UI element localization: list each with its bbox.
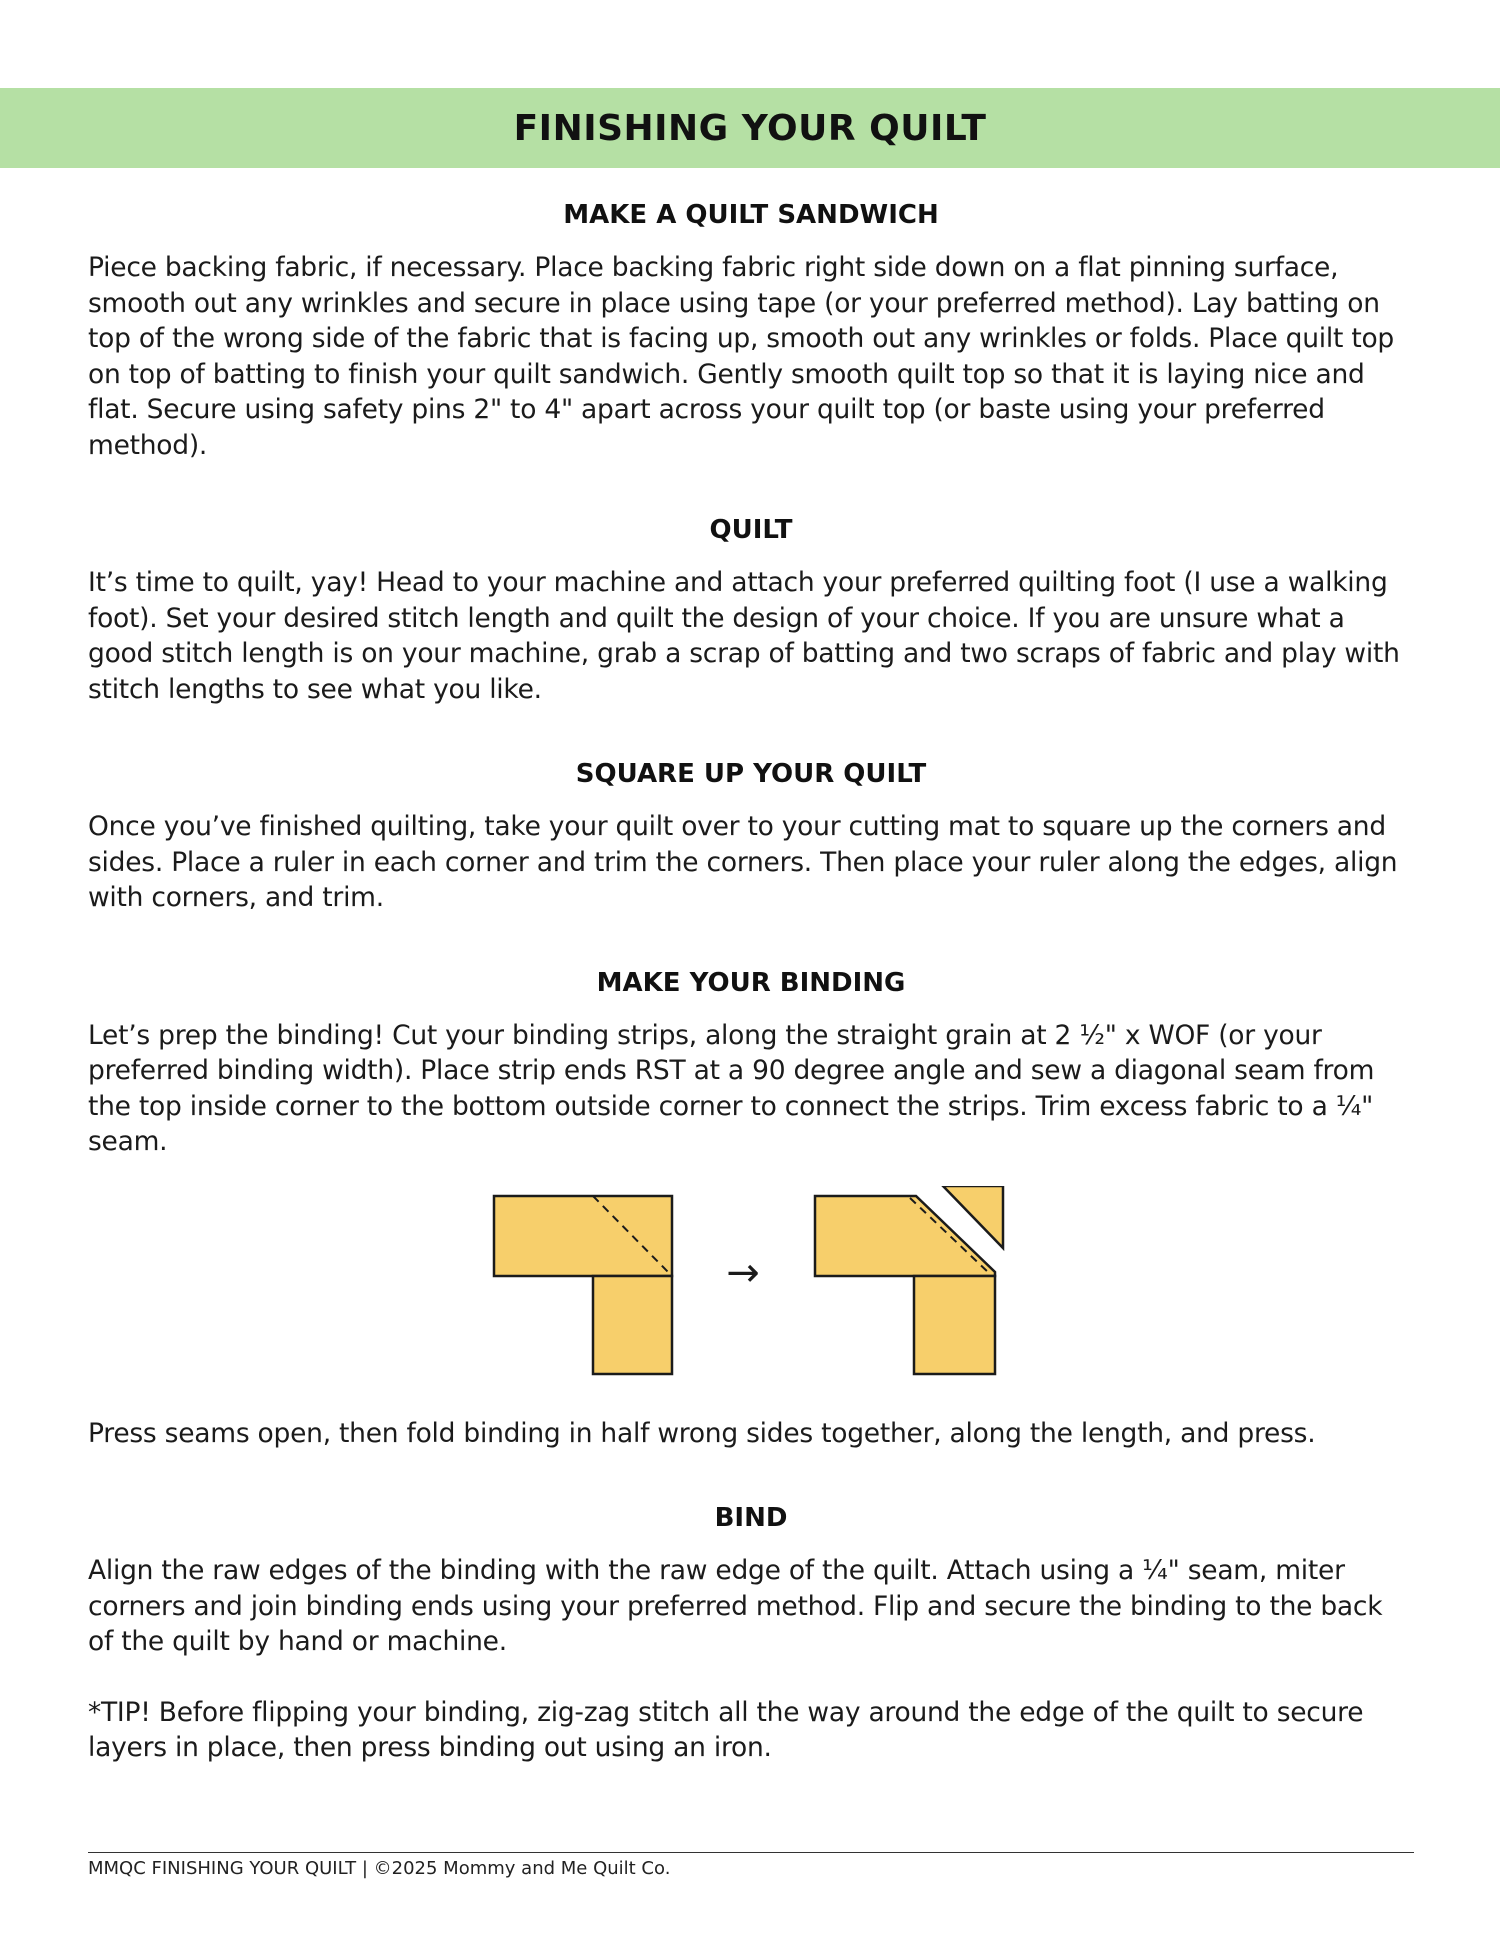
binding-after-trim <box>815 1186 1003 1374</box>
section-paragraph: Align the raw edges of the binding with the raw edge of the quilt. Attach using a ¼" seam, miter corners and join binding ends using your preferred method. Flip and secure the binding to the back of the quilt by hand or machine. <box>88 1555 1383 1657</box>
binding-seam-diagram <box>88 1186 1414 1386</box>
section-paragraph: Piece backing fabric, if necessary. Place backing fabric right side down on a flat pinning surface, smooth out any wrinkles and secure in place using tape (or your preferred method). Lay batting on top of the wrong side of the fabric that is facing up, smooth out any wrinkles or folds. Place quilt top on top of batting to finish your quilt sandwich. Gently smooth quilt top so that it is laying nice and flat. Secure using safety pins 2" to 4" apart across your quilt top (or baste using your preferred method). <box>88 252 1395 461</box>
binding-before-trim <box>494 1196 672 1374</box>
section-heading: MAKE YOUR BINDING <box>596 967 906 998</box>
page-title: FINISHING YOUR QUILT <box>513 107 987 149</box>
section-bind <box>88 1503 1414 1766</box>
footer-text: MMQC FINISHING YOUR QUILT | ©2025 Mommy and Me Quilt Co. <box>88 1858 671 1879</box>
section-paragraph: Once you’ve finished quilting, take your quilt over to your cutting mat to square up the corners and sides. Place a ruler in each corner and trim the corners. Then place your ruler along the edges, align with corners, and trim. <box>88 811 1398 913</box>
section-square-up <box>88 759 1414 916</box>
top-binding-strip <box>494 1196 672 1276</box>
trimmed-bottom-binding-strip <box>914 1276 995 1374</box>
section-quilt-sandwich <box>88 200 1414 463</box>
section-heading: QUILT <box>709 515 793 545</box>
content <box>88 200 1414 1818</box>
footer-divider <box>88 1852 1414 1853</box>
section-paragraph: It’s time to quilt, yay! Head to your machine and attach your preferred quilting foot (I use a walking foot). Set your desired stitch length and quilt the design of your choice. If you are unsure what a good stitch length is on your machine, grab a scrap of batting and two scraps of fabric and play with stitch lengths to see what you like. <box>88 567 1400 705</box>
section-paragraph: Let’s prep the binding! Cut your binding strips, along the straight grain at 2 ½" x WOF (or your preferred binding width). Place strip ends RST at a 90 degree angle and sew a diagonal seam from the top inside corner to the bottom outside corner to connect the strips. Trim excess fabric to a ¼" seam. <box>88 1019 1375 1157</box>
section-heading: BIND <box>714 1503 788 1533</box>
section-make-binding <box>88 968 1414 1452</box>
section-heading: MAKE A QUILT SANDWICH <box>563 200 939 230</box>
arrow-icon: → <box>726 1249 760 1296</box>
section-heading: SQUARE UP YOUR QUILT <box>575 759 927 789</box>
tip-paragraph: *TIP! Before flipping your binding, zig-zag stitch all the way around the edge of the quilt to secure layers in place, then press binding out using an iron. <box>88 1696 1364 1763</box>
binding-seam-illustration <box>88 1186 1414 1386</box>
section-quilt <box>88 515 1414 707</box>
title-banner <box>0 88 1500 168</box>
section-paragraph: Press seams open, then fold binding in half wrong sides together, along the length, and press. <box>88 1417 1316 1449</box>
bottom-binding-strip <box>593 1276 672 1374</box>
